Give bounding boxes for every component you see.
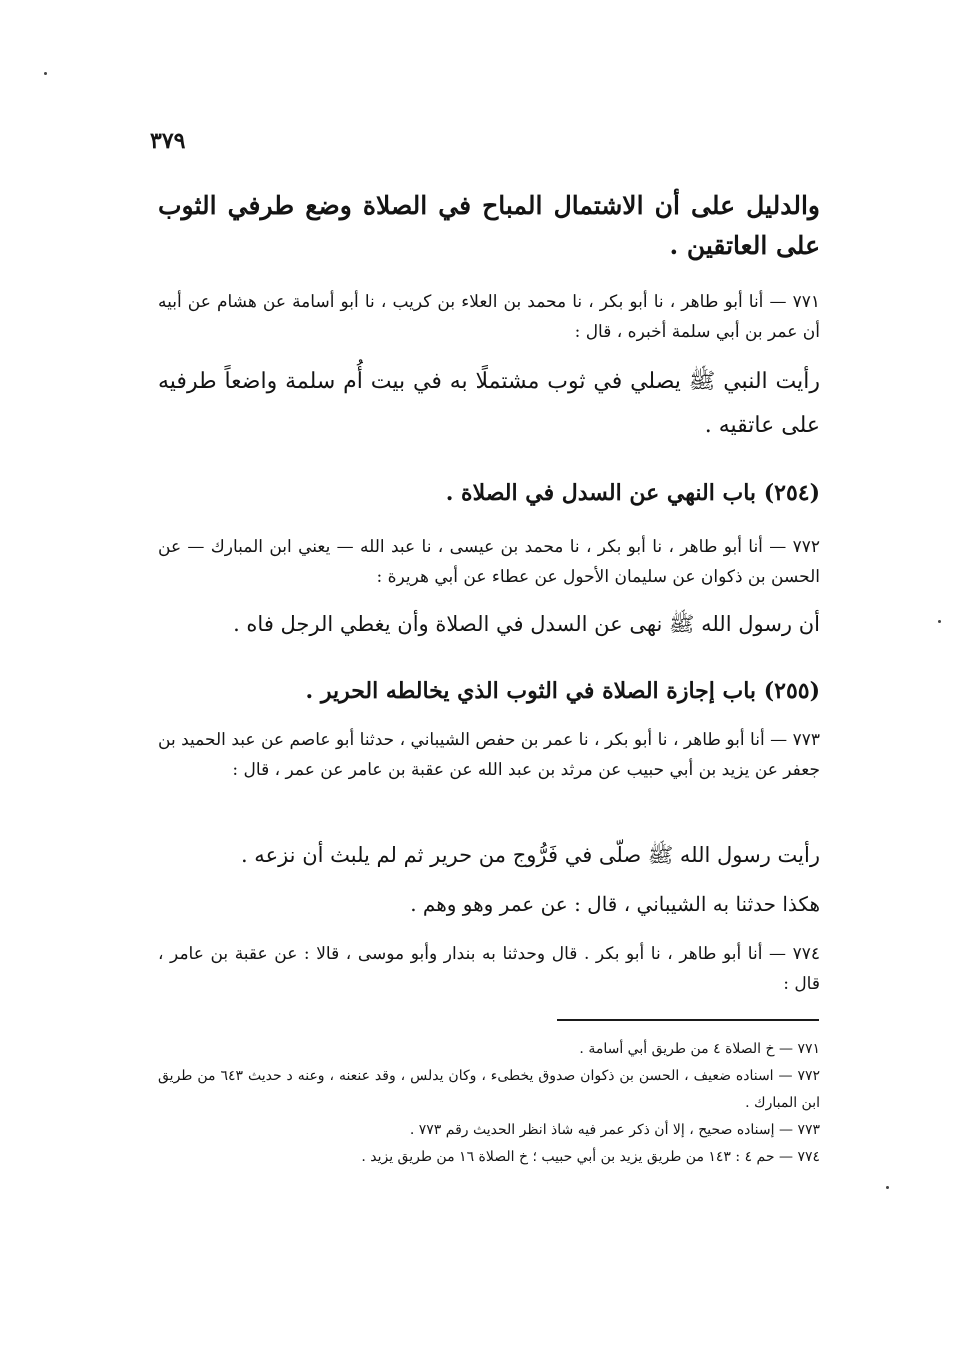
- footnote-772: ٧٧٢ — اسناده ضعيف ، الحسن بن ذكوان صدوق يخطىء ، وكان يدلس ، وقد عنعنه ، وعنه د حديث ٦٤٣ من طريق ابن المبارك .: [158, 1068, 821, 1111]
- chapter-254-heading: (٢٥٤) باب النهي عن السدل في الصلاة .: [445, 480, 820, 506]
- footnote-773: ٧٧٣ — إسناده صحيح ، إلا أن ذكر عمر فيه شاذ انظر الحديث رقم ٧٧٣ .: [409, 1122, 820, 1138]
- scan-speck: [44, 72, 47, 75]
- hadith-773-remark: هكذا حدثنا به الشيباني ، قال : عن عمر وهو وهم .: [410, 892, 820, 916]
- scan-speck: [938, 620, 941, 623]
- section-title: والدليل على أن الاشتمال المباح في الصلاة وضع طرفي الثوب على العاتقين .: [158, 191, 820, 260]
- hadith-772-isnad: ٧٧٢ — أنا أبو طاهر ، نا أبو بكر ، نا محمد بن عيسى ، نا عبد الله — يعني ابن المبارك — عن الحسن بن ذكوان عن سليمان الأحول عن عطاء عن أبي هريرة :: [158, 537, 820, 587]
- footnote-771: ٧٧١ — خ الصلاة ٤ من طريق أبي أسامة .: [579, 1041, 820, 1057]
- hadith-772-matn: أن رسول الله ﷺ نهى عن السدل في الصلاة وأن يغطي الرجل فاه .: [233, 612, 820, 636]
- hadith-773-isnad: ٧٧٣ — أنا أبو طاهر ، نا أبو بكر ، نا عمر بن حفص الشيباني ، حدثنا أبو عاصم عن عبد الحميد بن جعفر عن يزيد بن أبي حبيب عن مرثد بن عبد الله عن عقبة بن عامر عن عمر ، قال :: [158, 730, 820, 780]
- hadith-771-matn: رأيت النبي ﷺ يصلي في ثوب مشتملًا به في بيت أُم سلمة واضعاً طرفيه على عاتقيه .: [158, 369, 820, 438]
- footnotes: [158, 1036, 820, 1171]
- page-number: ٣٧٩: [150, 128, 186, 154]
- chapter-255-heading: (٢٥٥) باب إجازة الصلاة في الثوب الذي يخالطه الحرير .: [305, 678, 820, 704]
- scan-speck: [886, 1186, 889, 1189]
- footnote-separator: [557, 1019, 819, 1021]
- hadith-771-isnad: ٧٧١ — أنا أبو طاهر ، نا أبو بكر ، نا محمد بن العلاء بن كريب ، نا أبو أسامة عن هشام عن أبيه أن عمر بن أبي سلمة أخبره ، قال :: [158, 292, 820, 342]
- hadith-773-matn: رأيت رسول الله ﷺ صلّى في فَرُّوج من حرير ثم لم يلبث أن نزعه .: [240, 843, 820, 867]
- hadith-774-isnad: ٧٧٤ — أنا أبو طاهر ، نا أبو بكر . قال وحدثنا به بندار وأبو موسى ، قالا : عن عقبة بن عامر ، قال :: [158, 944, 820, 994]
- footnote-774: ٧٧٤ — حم ٤ : ١٤٣ من طريق يزيد بن أبي حبيب ؛ خ الصلاة ١٦ من طريق يزيد .: [361, 1149, 820, 1165]
